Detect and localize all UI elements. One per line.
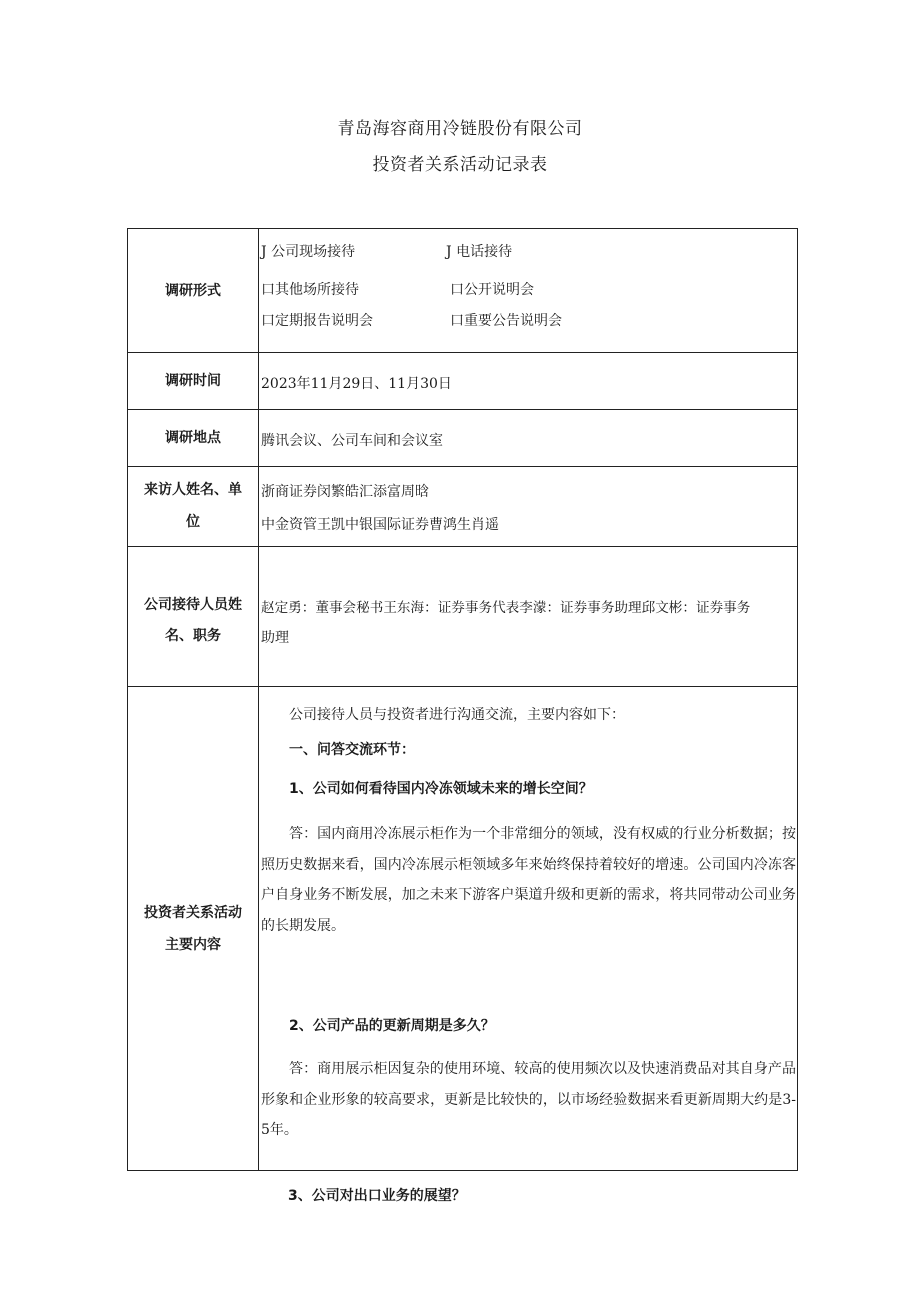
row-divider	[128, 686, 797, 687]
option-label: 重要公告说明会	[464, 313, 562, 329]
visitors-label-line2: 位	[186, 514, 200, 530]
option-mark: J	[446, 244, 452, 260]
option-mark: 口	[450, 313, 464, 329]
option-periodic-report	[261, 310, 373, 330]
content-label-line1: 投资者关系活动	[144, 905, 242, 921]
option-label: 其他场所接待	[275, 282, 359, 298]
option-label: 电话接待	[456, 244, 513, 260]
option-mark: J	[261, 244, 267, 260]
answer-1: 答：国内商用冷冻展示柜作为一个非常细分的领域，没有权威的行业分析数据；按照历史数据来看，国内冷冻展示柜领域多年来始终保持着较好的增速。公司国内冷冻客户自身业务不断发展，加之未来下游客户渠道升级和更新的需求，将共同带动公司业务的长期发展。	[261, 826, 796, 934]
form-label: 调研形式	[165, 283, 221, 299]
option-label: 公开说明会	[464, 282, 534, 298]
visitors-line2: 中金资管王凯中银国际证券曹鸿生肖遥	[261, 517, 499, 533]
column-divider	[258, 229, 259, 1170]
option-other-venue	[261, 279, 359, 299]
time-value: 2023年11月29日、11月30日	[261, 376, 452, 392]
option-mark: 口	[261, 313, 275, 329]
content-intro: 公司接待人员与投资者进行沟通交流，主要内容如下：	[289, 707, 625, 723]
row-divider	[128, 352, 797, 353]
option-label: 定期报告说明会	[275, 313, 373, 329]
question-3: 3、公司对出口业务的展望？	[288, 1188, 466, 1204]
staff-line1: 赵定勇：董事会秘书王东海：证券事务代表李濛：证券事务助理邱文彬：证券事务	[261, 600, 751, 616]
option-mark: 口	[261, 282, 275, 298]
content-label-line2: 主要内容	[165, 937, 221, 953]
row-divider	[128, 466, 797, 467]
option-mark: 口	[450, 282, 464, 298]
visitors-label-line1: 来访人姓名、单	[144, 482, 242, 498]
staff-label-line2: 名、职务	[165, 628, 221, 644]
row-divider	[128, 546, 797, 547]
visitors-line1: 浙商证券闵繁皓汇添富周晗	[261, 484, 429, 500]
record-table	[127, 228, 798, 1171]
place-label: 调研地点	[165, 430, 221, 446]
option-major-announcement	[450, 310, 562, 330]
row-divider	[128, 409, 797, 410]
option-public-briefing	[450, 279, 534, 299]
question-2: 2、公司产品的更新周期是多久？	[289, 1018, 495, 1034]
time-label: 调研时间	[165, 373, 221, 389]
section-heading: 一、问答交流环节：	[289, 742, 415, 758]
question-1: 1、公司如何看待国内冷冻领域未来的增长空间？	[289, 781, 593, 797]
option-phone	[446, 241, 512, 261]
staff-label-line1: 公司接待人员姓	[144, 597, 242, 613]
staff-line2: 助理	[261, 630, 289, 646]
place-value: 腾讯会议、公司车间和会议室	[261, 433, 443, 449]
option-label: 公司现场接待	[271, 244, 356, 260]
answer-2: 答：商用展示柜因复杂的使用环境、较高的使用频次以及快速消费品对其自身产品形象和企业形象的较高要求，更新是比较快的，以市场经验数据来看更新周期大约是3-5年。	[261, 1061, 796, 1139]
company-name: 青岛海容商用冷链股份有限公司	[337, 119, 583, 139]
form-title: 投资者关系活动记录表	[372, 155, 548, 175]
option-onsite	[261, 241, 355, 261]
